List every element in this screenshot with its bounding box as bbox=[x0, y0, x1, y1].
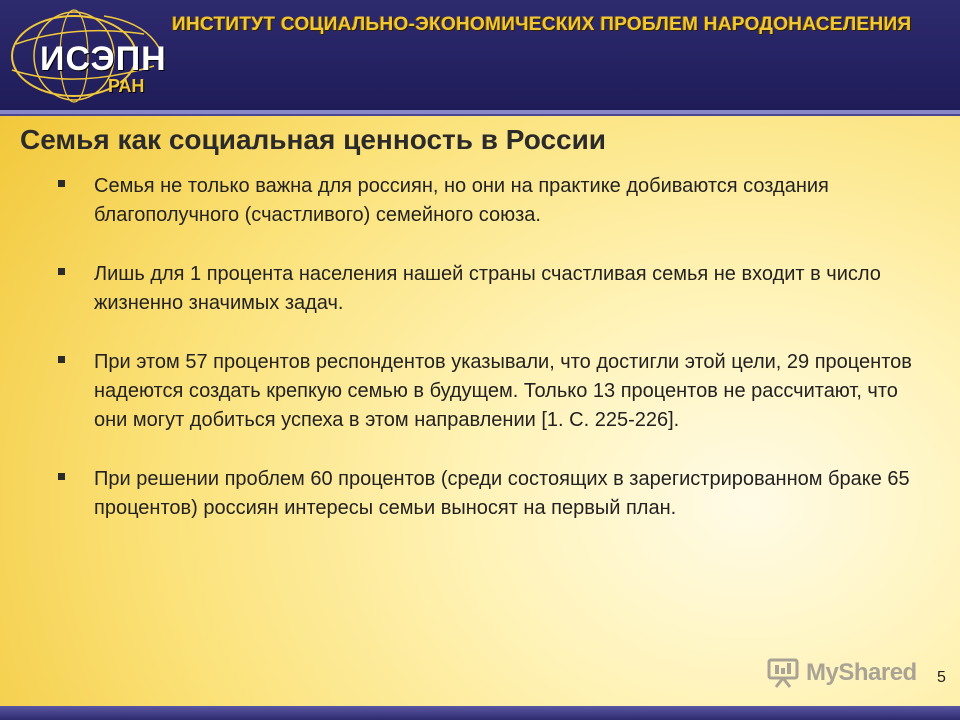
bullet-text: Семья не только важна для россиян, но они на практике добиваются создания благополучного (счастливого) семейного союза. bbox=[94, 175, 829, 226]
page-number: 5 bbox=[937, 669, 946, 686]
footer-bar bbox=[0, 706, 960, 720]
square-bullet-icon bbox=[58, 473, 65, 480]
bullet-text: При решении проблем 60 процентов (среди состоящих в зарегистрированном браке 65 процентов) россиян интересы семьи выносят на первый план. bbox=[94, 468, 910, 519]
logo-sub-text: РАН bbox=[108, 76, 145, 96]
bullet-list bbox=[56, 172, 926, 553]
logo-main-text: ИСЭПН bbox=[40, 40, 167, 78]
watermark bbox=[766, 655, 917, 691]
institute-logo bbox=[4, 4, 174, 104]
square-bullet-icon bbox=[58, 180, 65, 187]
slide-title: Семья как социальная ценность в России bbox=[20, 124, 607, 155]
square-bullet-icon bbox=[58, 268, 65, 275]
bullet-text: При этом 57 процентов респондентов указывали, что достигли этой цели, 29 процентов надеются создать крепкую семью в будущем. Только 13 процентов не рассчитают, что они могут добиться успеха в этом направлении [1. С. 225-226]. bbox=[94, 351, 912, 431]
header-bar bbox=[0, 0, 960, 114]
bullet-text: Лишь для 1 процента населения нашей страны счастливая семья не входит в число жизненно значимых задач. bbox=[94, 263, 881, 314]
institute-name: ИНСТИТУТ СОЦИАЛЬНО-ЭКОНОМИЧЕСКИХ ПРОБЛЕМ НАРОДОНАСЕЛЕНИЯ bbox=[172, 14, 912, 35]
bullet-item bbox=[56, 465, 926, 523]
bullet-item bbox=[56, 172, 926, 230]
bullet-item bbox=[56, 260, 926, 318]
presentation-board-icon bbox=[766, 657, 800, 689]
watermark-text: MyShared bbox=[806, 659, 917, 686]
square-bullet-icon bbox=[58, 356, 65, 363]
bullet-item bbox=[56, 348, 926, 435]
